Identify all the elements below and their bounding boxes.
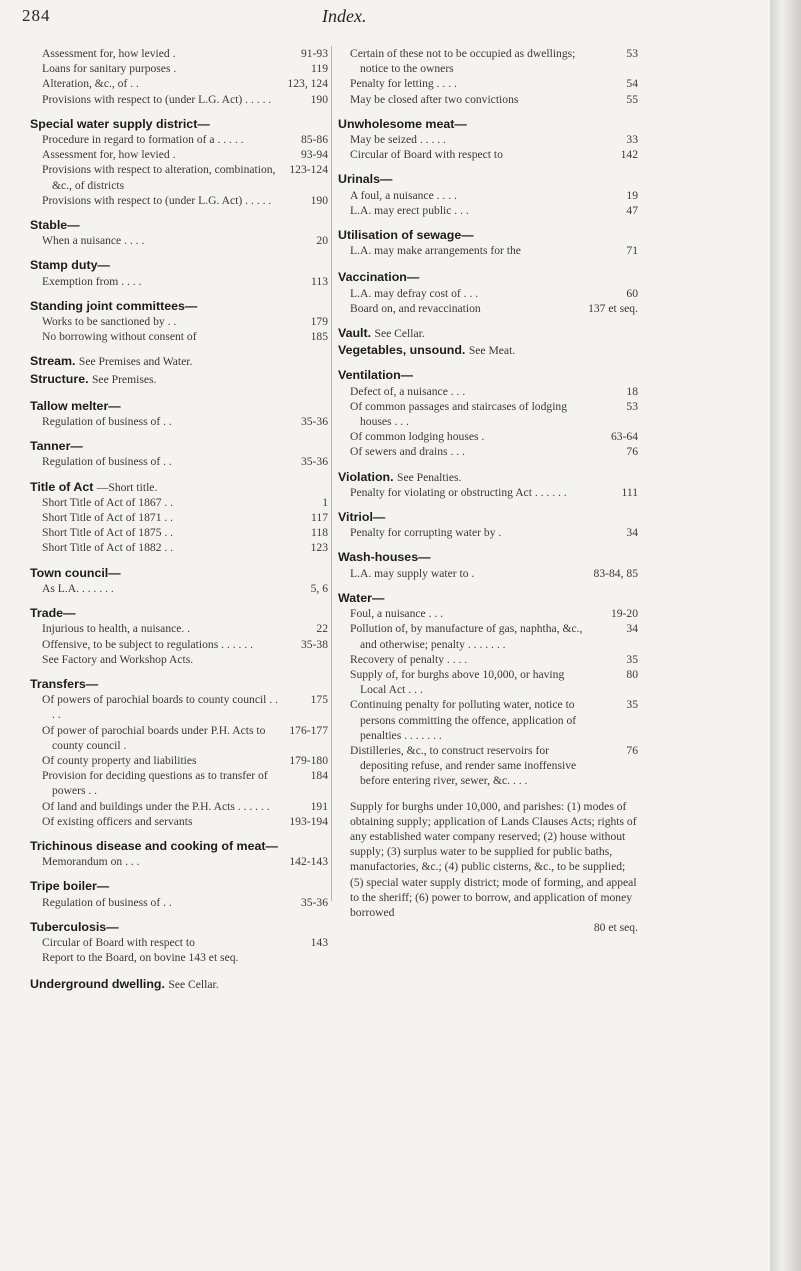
index-subentry: Assessment for, how levied . 93-94 [42,148,328,162]
page-reference: 193-194 [289,814,328,828]
index-subentry: Of common lodging houses . 63-64 [350,430,638,444]
index-subentry: L.A. may erect public . . . 47 [350,203,638,217]
index-subentry: Circular of Board with respect to 143 [42,935,328,949]
page-reference: 179-180 [289,753,328,767]
cross-reference: See Premises and Water. [78,355,193,369]
page-reference [278,652,328,667]
index-heading: Stable— [30,218,80,233]
index-heading: Transfers— [30,676,99,691]
index-entry [30,566,328,596]
page-reference: 35-36 [300,895,328,909]
index-entry [338,326,638,341]
page-reference [278,950,328,965]
index-heading: Tuberculosis— [30,919,119,934]
index-entry [30,839,328,869]
index-subentry: L.A. may make arrangements for the 71 [350,244,638,258]
index-subentry: Short Title of Act of 1871 . . 117 [42,511,328,525]
index-heading: Vitriol— [338,510,386,525]
page-reference: 55 [626,92,638,106]
page-reference: 71 [626,244,638,258]
index-heading: Standing joint committees— [30,298,198,313]
index-heading: Tanner— [30,439,83,454]
page-reference: 80 [626,667,638,681]
index-subentry: Alteration, &c., of . . 123, 124 [42,77,328,91]
index-heading: Trichinous disease and cooking of meat— [30,838,278,853]
index-heading: Special water supply district— [30,116,210,131]
page-header [22,6,722,34]
page-reference: 179 [310,315,328,329]
index-subentry: Of common passages and staircases of lodging houses . . . 53 [350,399,638,429]
index-heading: Vaccination— [338,270,420,285]
index-subentry: Circular of Board with respect to 142 [350,148,638,162]
index-entry [338,228,638,258]
index-subentry: Loans for sanitary purposes . 119 [42,62,328,76]
index-entry [338,550,638,580]
index-subentry: L.A. may supply water to . 83-84, 85 [350,566,638,580]
index-heading: Structure. See Premises. [30,371,157,386]
index-heading: Town council— [30,565,121,580]
index-subentry: See Factory and Workshop Acts. [30,652,328,667]
index-heading: Tallow melter— [30,398,121,413]
page-reference: 33 [626,133,638,147]
index-entry [30,258,328,288]
page-reference: 117 [311,511,328,525]
page-reference: 184 [310,769,328,783]
page-reference: 60 [626,286,638,300]
index-subentry: Of land and buildings under the P.H. Acts . . . . . . 191 [42,799,328,813]
cross-reference: See Penalties. [397,470,462,484]
index-subentry: Assessment for, how levied . 91-93 [42,47,328,60]
page-number: 284 [22,6,51,25]
index-subentry: Regulation of business of . . 35-36 [42,415,328,429]
page-reference: 123-124 [289,163,328,177]
page-reference: 190 [310,92,328,106]
page-reference: 22 [316,622,328,636]
index-subentry: Foul, a nuisance . . . 19-20 [350,607,638,621]
index-heading: Wash-houses— [338,550,431,565]
index-heading: Water— [338,590,385,605]
index-entry [30,606,328,667]
index-subentry: Defect of, a nuisance . . . 18 [350,384,638,398]
index-entry [338,117,638,163]
index-subentry: Supply of, for burghs above 10,000, or having Local Act . . . 80 [350,667,638,697]
page-reference: 113 [311,274,328,288]
index-subentry: Regulation of business of . . 35-36 [42,895,328,909]
index-subentry: L.A. may defray cost of . . . 60 [350,286,638,300]
water-supply-ref: 80 et seq. [593,921,638,935]
page-reference: 53 [626,47,638,60]
index-subentry: Provisions with respect to alteration, combination, &c., of districts 123-124 [42,163,328,192]
page-reference: 1 [322,495,328,509]
index-subentry: Works to be sanctioned by . . 179 [42,315,328,329]
index-heading: Unwholesome meat— [338,116,467,131]
index-subentry: Exemption from . . . . 113 [42,274,328,288]
index-entry [30,117,328,208]
index-subentry: Regulation of business of . . 35-36 [42,455,328,469]
page-reference: 142 [620,148,638,162]
index-heading: Vegetables, unsound. See Meat. [338,343,516,358]
index-subentry: Of sewers and drains . . . 76 [350,445,638,459]
index-entry [338,172,638,218]
page-reference: 63-64 [610,430,638,444]
index-entry [30,920,328,966]
page-reference: 176-177 [289,723,328,737]
index-subentry: Of powers of parochial boards to county council . . . . 175 [42,693,328,722]
page-reference: 35 [626,698,638,712]
page-reference: 143 [310,935,328,949]
page-reference: 123 [310,541,328,555]
page-reference: 91-93 [300,47,328,60]
cross-reference: See Meat. [468,344,516,358]
index-entry [30,439,328,469]
index-subentry: Penalty for violating or obstructing Act . . . . . . 111 [350,485,638,499]
index-subentry: Procedure in regard to formation of a . . . . . 85-86 [42,133,328,147]
page-reference: 93-94 [300,148,328,162]
cross-reference: See Cellar. [168,978,219,992]
index-heading: Ventilation— [338,368,414,383]
page-reference: 142-143 [289,855,328,869]
index-entry [30,677,328,829]
page-reference: 175 [310,693,328,707]
index-entry [338,591,638,789]
index-subentry: May be seized . . . . . 33 [350,133,638,147]
page-reference: 76 [626,743,638,757]
index-subentry: Continuing penalty for polluting water, notice to persons committing the offence, application of penalties . . . . . . . 35 [350,698,638,742]
index-subentry: Board on, and revaccination 137 et seq. [350,301,638,315]
index-heading: Stamp duty— [30,258,110,273]
index-entry [338,46,638,107]
index-heading: Trade— [30,606,76,621]
page-reference: 34 [626,526,638,540]
index-subentry: Memorandum on . . . 142-143 [42,855,328,869]
page-reference: 76 [626,445,638,459]
index-entry [30,977,328,992]
index-heading: Title of Act —Short title. [30,479,158,494]
index-entry [30,299,328,345]
column-divider [331,46,332,901]
page-reference: 20 [316,234,328,248]
index-heading: Stream. See Premises and Water. [30,354,193,369]
page-reference: 35-38 [300,637,328,651]
running-head: Index. [322,6,367,26]
index-subentry: Of county property and liabilities 179-180 [42,753,328,767]
index-entry [30,218,328,248]
index-subentry: Short Title of Act of 1882 . . 123 [42,541,328,555]
index-subentry: Report to the Board, on bovine 143 et seq. [30,950,328,965]
page-reference: 54 [626,77,638,91]
page-reference: 19-20 [610,607,638,621]
page-reference: 118 [311,526,328,540]
page-reference: 85-86 [300,133,328,147]
index-subentry: Provisions with respect to (under L.G. Act) . . . . . 190 [42,92,328,106]
index-subentry: Short Title of Act of 1867 . . 1 [42,495,328,509]
index-entry [30,354,328,369]
index-subentry: As L.A. . . . . . . 5, 6 [42,581,328,595]
page-reference: 35 [626,652,638,666]
page-reference: 35-36 [300,415,328,429]
index-subentry: Penalty for letting . . . . 54 [350,77,638,91]
cross-reference: See Cellar. [374,327,425,341]
cross-reference: See Premises. [91,372,157,386]
page-reference: 5, 6 [310,581,328,595]
index-heading: Vault. See Cellar. [338,326,425,341]
page-reference: 34 [626,622,638,636]
index-subentry: Of power of parochial boards under P.H. Acts to county council . 176-177 [42,723,328,752]
page-reference: 83-84, 85 [593,566,638,580]
index-entry [338,343,638,358]
page-reference: 18 [626,384,638,398]
page-reference: 119 [311,62,328,76]
page-reference: 47 [626,203,638,217]
index-subentry: Pollution of, by manufacture of gas, naphtha, &c., and otherwise; penalty . . . . . . . 34 [350,622,638,651]
index-subentry: Certain of these not to be occupied as dwellings; notice to the owners 53 [350,47,638,76]
index-subentry: Short Title of Act of 1875 . . 118 [42,526,328,540]
index-entry [338,270,638,316]
index-subentry: Injurious to health, a nuisance. . 22 [42,622,328,636]
index-subentry: Offensive, to be subject to regulations . . . . . . 35-38 [42,637,328,651]
page-reference: 53 [626,399,638,413]
index-subentry: Penalty for corrupting water by . 34 [350,526,638,540]
index-subentry: No borrowing without consent of 185 [42,330,328,344]
index-subentry: May be closed after two convictions 55 [350,92,638,106]
page-reference: 19 [626,188,638,202]
index-entry [30,480,328,556]
index-entry [338,368,638,459]
index-heading: Underground dwelling. See Cellar. [30,977,219,992]
water-supply-paragraph: Supply for burghs under 10,000, and parishes: (1) modes of obtaining supply; application of Lands Clauses Acts; rights of any established water company reserved; (2) house without supply; (3) surplus water to be supplied for public baths, manufactories, &c.; (4) public cisterns, &c., to be supplied; (5) special water supply district; mode of forming, and appeal to the sheriff; (6) power to borrow, and application of money borrowed 80 et seq. [350,799,638,935]
index-entry [338,470,638,500]
index-subentry: When a nuisance . . . . 20 [42,234,328,248]
index-subentry: Distilleries, &c., to construct reservoirs for depositing refuse, and render same inoffensive before entering river, sewer, &c. . . . 76 [350,743,638,788]
index-column-left [30,46,328,1003]
index-heading: Violation. See Penalties. [338,469,462,484]
page-reference: 35-36 [300,455,328,469]
index-heading: Urinals— [338,172,393,187]
index-heading: Utilisation of sewage— [338,228,474,243]
index-heading: Tripe boiler— [30,879,110,894]
page-reference: 111 [621,485,638,499]
page-reference: 123, 124 [287,77,328,91]
index-entry [30,399,328,429]
page-reference: 185 [310,330,328,344]
index-subentry: Provisions with respect to (under L.G. Act) . . . . . 190 [42,193,328,207]
cross-reference: —Short title. [96,480,158,494]
index-subentry: Recovery of penalty . . . . 35 [350,652,638,666]
index-subentry: Of existing officers and servants 193-194 [42,814,328,828]
page-reference: 137 et seq. [588,301,638,315]
index-subentry: A foul, a nuisance . . . . 19 [350,188,638,202]
index-column-right [338,46,638,935]
index-subentry: Provision for deciding questions as to transfer of powers . . 184 [42,769,328,798]
book-page-edge [770,0,801,1271]
index-entry [30,46,328,107]
index-entry [338,510,638,540]
page-reference: 190 [310,193,328,207]
index-entry [30,372,328,387]
page-reference: 191 [310,799,328,813]
index-entry [30,879,328,909]
